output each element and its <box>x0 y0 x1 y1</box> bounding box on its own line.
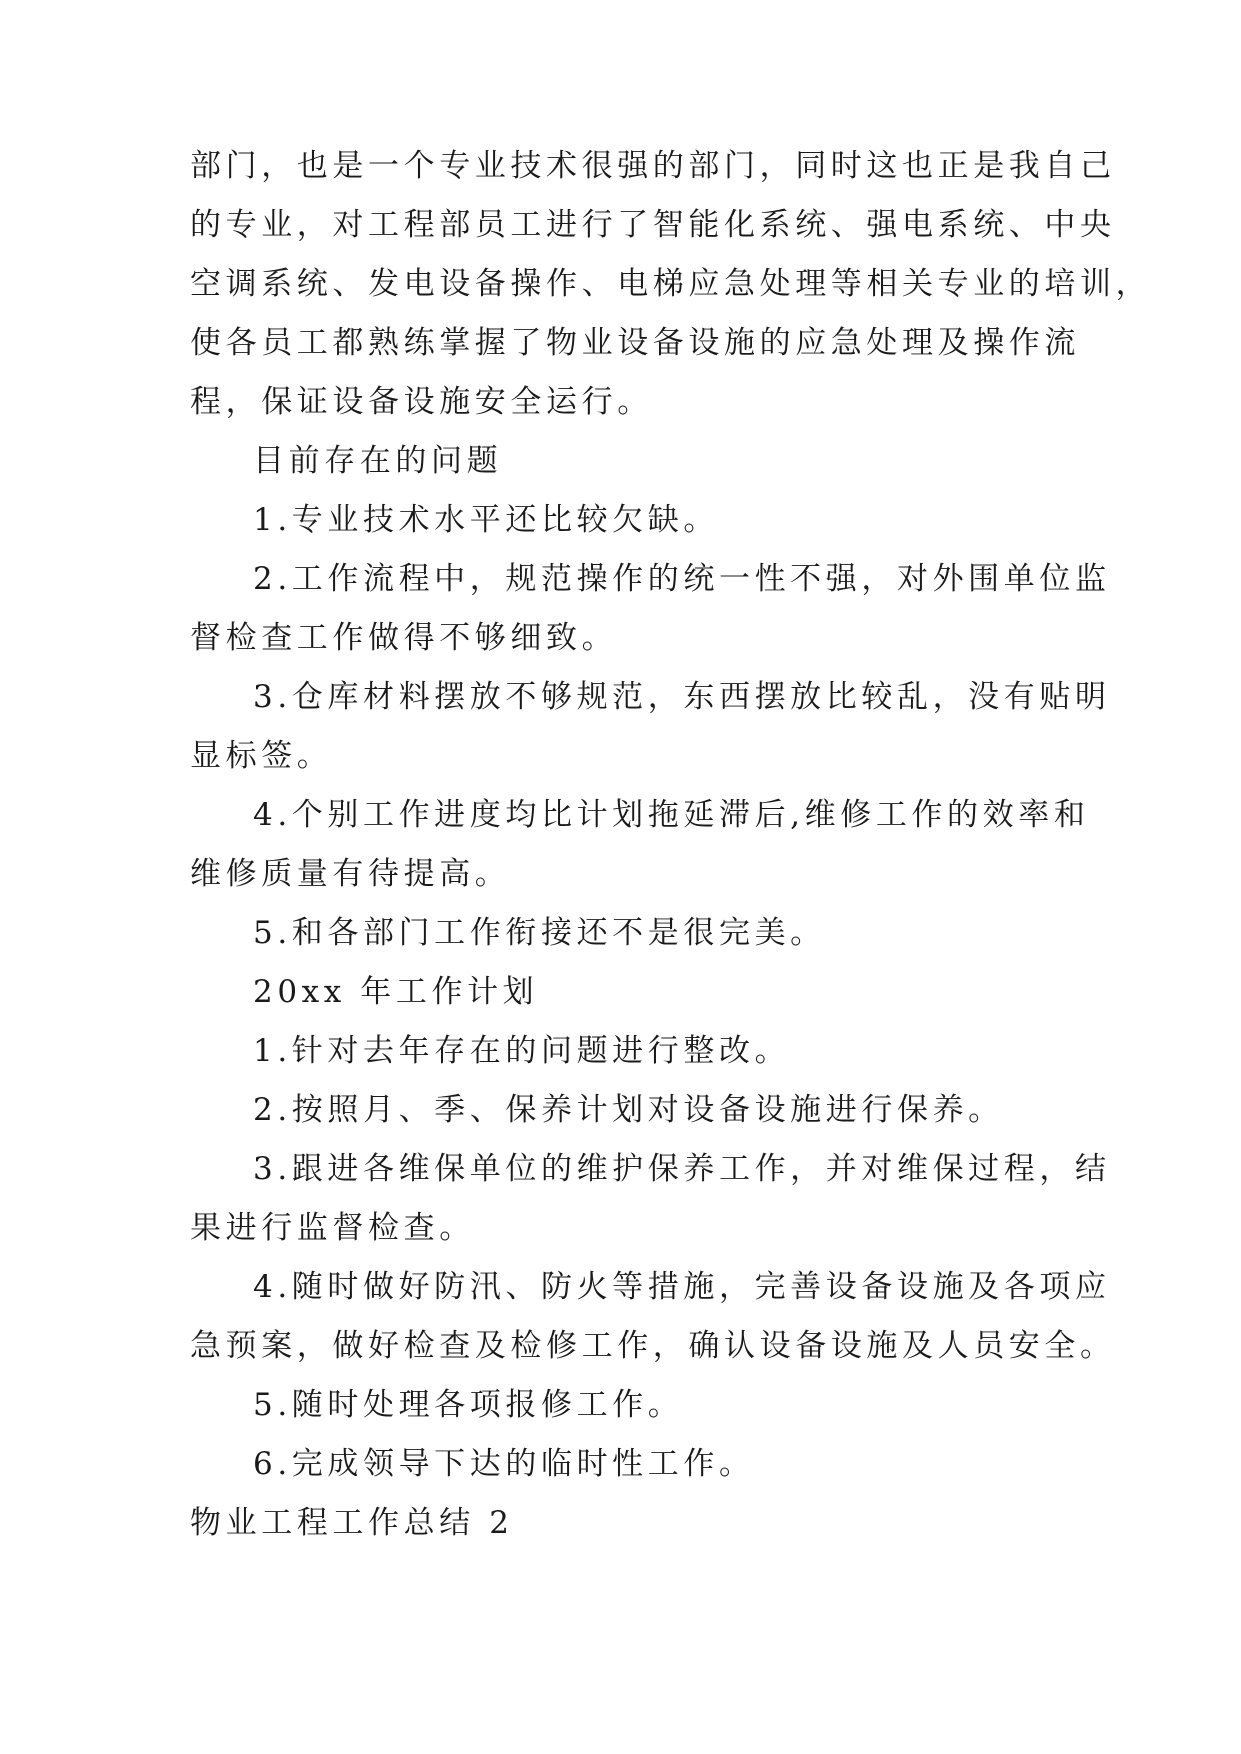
body-line: 的专业，对工程部员工进行了智能化系统、强电系统、中央 <box>190 207 1116 243</box>
problem-item-4: 4.个别工作进度均比计划拖延滞后,维修工作的效率和 <box>253 797 1090 833</box>
plan-item-3: 3.跟进各维保单位的维护保养工作，并对维保过程，结 <box>253 1151 1111 1187</box>
plan-item-2: 2.按照月、季、保养计划对设备设施进行保养。 <box>253 1092 1004 1128</box>
body-line: 部门，也是一个专业技术很强的部门，同时这也正是我自己 <box>190 148 1116 184</box>
body-line: 使各员工都熟练掌握了物业设备设施的应急处理及操作流 <box>190 325 1080 361</box>
section-heading-plan: 20xx 年工作计划 <box>253 974 539 1010</box>
plan-item-4: 4.随时做好防汛、防火等措施，完善设备设施及各项应 <box>253 1269 1111 1305</box>
next-section-title: 物业工程工作总结 2 <box>190 1505 514 1541</box>
problem-item-2: 2.工作流程中，规范操作的统一性不强，对外围单位监 <box>253 561 1111 597</box>
plan-item-4-cont: 急预案，做好检查及检修工作，确认设备设施及人员安全。 <box>190 1328 1116 1364</box>
plan-item-1: 1.针对去年存在的问题进行整改。 <box>253 1033 791 1069</box>
section-heading-problems: 目前存在的问题 <box>253 443 503 479</box>
problem-item-5: 5.和各部门工作衔接还不是很完美。 <box>253 915 826 951</box>
plan-item-3-cont: 果进行监督检查。 <box>190 1210 475 1246</box>
problem-item-3: 3.仓库材料摆放不够规范，东西摆放比较乱，没有贴明 <box>253 679 1111 715</box>
plan-item-6: 6.完成领导下达的临时性工作。 <box>253 1446 755 1482</box>
problem-item-2-cont: 督检查工作做得不够细致。 <box>190 620 618 656</box>
problem-item-4-cont: 维修质量有待提高。 <box>190 856 511 892</box>
problem-item-3-cont: 显标签。 <box>190 738 333 774</box>
plan-item-5: 5.随时处理各项报修工作。 <box>253 1387 684 1423</box>
body-line: 空调系统、发电设备操作、电梯应急处理等相关专业的培训， <box>190 266 1152 302</box>
problem-item-1: 1.专业技术水平还比较欠缺。 <box>253 502 719 538</box>
body-line: 程，保证设备设施安全运行。 <box>190 384 653 420</box>
